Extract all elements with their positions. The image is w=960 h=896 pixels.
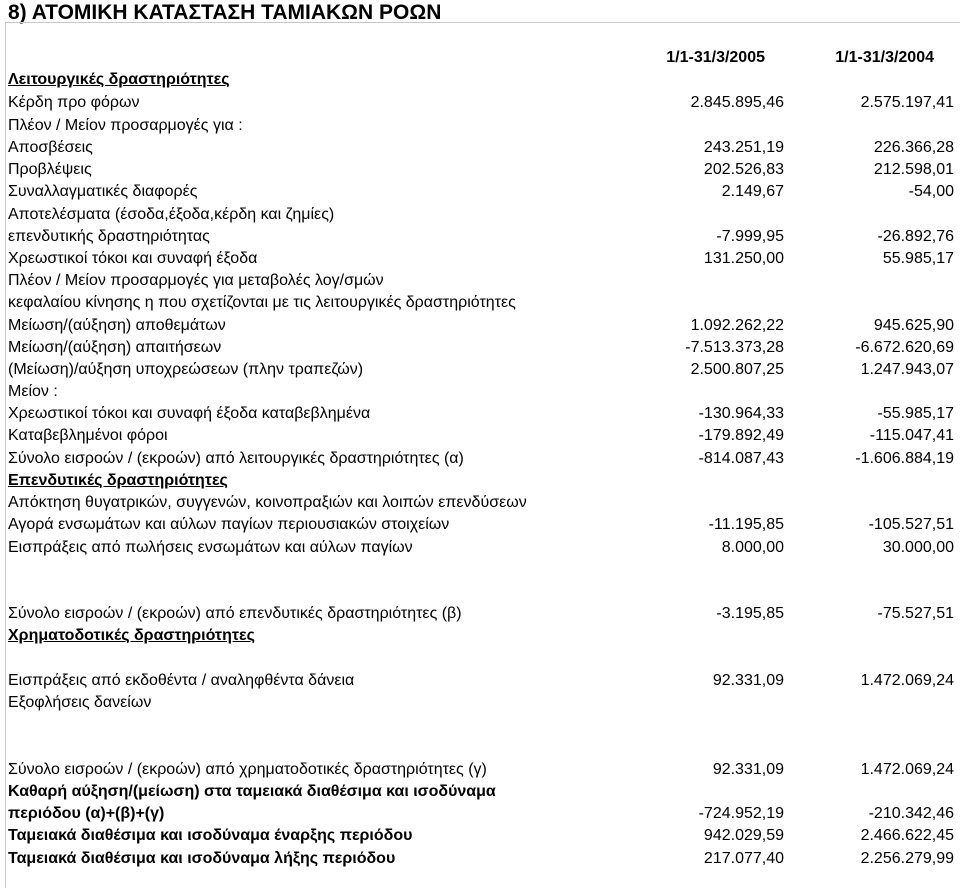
table-row <box>8 226 954 248</box>
row-label: Αγορά ενσωμάτων και αύλων παγίων περιουσιακών στοιχείων <box>8 516 450 533</box>
table-row <box>8 359 954 381</box>
table-row <box>8 425 954 447</box>
table-row <box>8 514 954 536</box>
value-2004: 1.472.069,24 <box>860 761 954 778</box>
value-2005: -724.952,19 <box>698 805 784 822</box>
value-2004: -26.892,76 <box>877 228 954 245</box>
value-2004: -105.527,51 <box>868 516 954 533</box>
row-label: Λειτουργικές δραστηριότητες <box>8 71 230 88</box>
row-label: Αποτελέσματα (έσοδα,έξοδα,κέρδη και ζημίες) <box>8 206 335 223</box>
row-label: περιόδου (α)+(β)+(γ) <box>8 805 165 822</box>
value-2005: -130.964,33 <box>698 405 784 422</box>
value-2004: -75.527,51 <box>877 605 954 622</box>
value-2004: 2.466.622,45 <box>860 827 954 844</box>
table-row <box>8 248 954 270</box>
table-row <box>8 315 954 337</box>
row-label: Σύνολο εισροών / (εκροών) από λειτουργικές δραστηριότητες (α) <box>8 450 464 467</box>
value-2004: 945.625,90 <box>873 317 954 334</box>
table-row <box>8 537 954 559</box>
total-row-investing <box>8 603 954 625</box>
closing-cash-row <box>8 848 954 870</box>
row-label: Μείωση/(αύξηση) αποθεμάτων <box>8 317 226 334</box>
row-label: Απόκτηση θυγατρικών, συγγενών, κοινοπραξιών και λοιπών επενδύσεων <box>8 494 527 511</box>
row-label: Κέρδη προ φόρων <box>8 94 140 111</box>
value-2005: 202.526,83 <box>703 161 784 178</box>
value-2004: -115.047,41 <box>869 427 954 444</box>
row-label: Χρεωστικοί τόκοι και συναφή έξοδα <box>8 250 258 267</box>
table-row <box>8 137 954 159</box>
column-header-2005: 1/1-31/3/2005 <box>666 49 765 66</box>
row-label: Εισπράξεις από εκδοθέντα / αναληφθέντα δάνεια <box>8 672 355 689</box>
value-2005: 1.092.262,22 <box>690 317 784 334</box>
value-2005: -7.999,95 <box>716 228 784 245</box>
table-row <box>8 670 954 692</box>
total-row-operating <box>8 448 954 470</box>
row-label: επενδυτικής δραστηριότητας <box>8 228 210 245</box>
row-label: Μείωση/(αύξηση) απαιτήσεων <box>8 339 222 356</box>
row-label: Μείον : <box>8 383 58 400</box>
table-row <box>8 115 954 137</box>
section-heading-investing <box>8 470 954 492</box>
value-2005: 8.000,00 <box>721 539 784 556</box>
row-label: Πλέον / Μείον προσαρμογές για : <box>8 117 243 134</box>
value-2005: 92.331,09 <box>712 672 784 689</box>
value-2005: 131.250,00 <box>703 250 784 267</box>
row-label: Χρεωστικοί τόκοι και συναφή έξοδα καταβεβλημένα <box>8 405 371 422</box>
value-2005: 217.077,40 <box>703 850 784 867</box>
row-label: Αποσβέσεις <box>8 139 93 156</box>
page-title: 8) ΑΤΟΜΙΚΗ ΚΑΤΑΣΤΑΣΗ ΤΑΜΙΑΚΩΝ ΡΟΩΝ <box>8 1 442 24</box>
value-2004: 226.366,28 <box>873 139 954 156</box>
row-label: Χρηματοδοτικές δραστηριότητες <box>8 627 255 644</box>
value-2004: 30.000,00 <box>882 539 954 556</box>
value-2004: -55.985,17 <box>877 405 954 422</box>
value-2005: -11.195,85 <box>708 516 784 533</box>
row-label: Καθαρή αύξηση/(μείωση) στα ταμειακά διαθέσιμα και ισοδύναμα <box>8 783 496 800</box>
opening-cash-row <box>8 825 954 847</box>
row-label: κεφαλαίου κίνησης η που σχετίζονται με τις λειτουργικές δραστηριότητες <box>8 294 516 311</box>
row-label: Σύνολο εισροών / (εκροών) από επενδυτικές δραστηριότητες (β) <box>8 605 462 622</box>
table-row <box>8 204 954 226</box>
value-2005: 942.029,59 <box>703 827 784 844</box>
section-heading-operating <box>8 69 954 91</box>
table-row <box>8 492 954 514</box>
table-row <box>8 403 954 425</box>
value-2005: 2.500.807,25 <box>690 361 784 378</box>
value-2004: 55.985,17 <box>882 250 954 267</box>
row-label: Πλέον / Μείον προσαρμογές για μεταβολές λογ/σμών <box>8 272 384 289</box>
value-2005: 2.149,67 <box>721 183 784 200</box>
row-label: Καταβεβλημένοι φόροι <box>8 427 168 444</box>
value-2005: -7.513.373,28 <box>685 339 784 356</box>
total-row-financing <box>8 759 954 781</box>
column-header-2004: 1/1-31/3/2004 <box>835 49 934 66</box>
row-label: Σύνολο εισροών / (εκροών) από χρηματοδοτικές δραστηριότητες (γ) <box>8 761 487 778</box>
section-heading-financing <box>8 625 954 647</box>
value-2004: -6.672.620,69 <box>855 339 954 356</box>
table-row <box>8 92 954 114</box>
value-2005: 92.331,09 <box>712 761 784 778</box>
row-label: Ταμειακά διαθέσιμα και ισοδύναμα έναρξης περιόδου <box>8 827 413 844</box>
table-row <box>8 381 954 403</box>
value-2005: -814.087,43 <box>698 450 784 467</box>
value-2004: 1.472.069,24 <box>860 672 954 689</box>
value-2004: 212.598,01 <box>873 161 954 178</box>
value-2005: -3.195,85 <box>716 605 784 622</box>
table-row <box>8 337 954 359</box>
value-2004: 2.256.279,99 <box>860 850 954 867</box>
row-label: Ταμειακά διαθέσιμα και ισοδύναμα λήξης περιόδου <box>8 850 396 867</box>
value-2005: 243.251,19 <box>703 139 784 156</box>
row-label: Επενδυτικές δραστηριότητες <box>8 472 228 489</box>
table-row <box>8 292 954 314</box>
row-label: (Μείωση)/αύξηση υποχρεώσεων (πλην τραπεζών) <box>8 361 364 378</box>
value-2004: -54,00 <box>908 183 954 200</box>
value-2004: 2.575.197,41 <box>860 94 954 111</box>
table-row <box>8 270 954 292</box>
table-row <box>8 181 954 203</box>
value-2005: 2.845.895,46 <box>690 94 784 111</box>
value-2004: -210.342,46 <box>868 805 954 822</box>
table-row <box>8 159 954 181</box>
row-label: Εξοφλήσεις δανείων <box>8 694 152 711</box>
net-change-row <box>8 781 954 803</box>
row-label: Συναλλαγματικές διαφορές <box>8 183 198 200</box>
table-row <box>8 692 954 714</box>
row-label: Εισπράξεις από πωλήσεις ενσωμάτων και αύλων παγίων <box>8 539 413 556</box>
value-2005: -179.892,49 <box>698 427 784 444</box>
net-change-row <box>8 803 954 825</box>
row-label: Προβλέψεις <box>8 161 92 178</box>
value-2004: -1.606.884,19 <box>855 450 954 467</box>
value-2004: 1.247.943,07 <box>860 361 954 378</box>
